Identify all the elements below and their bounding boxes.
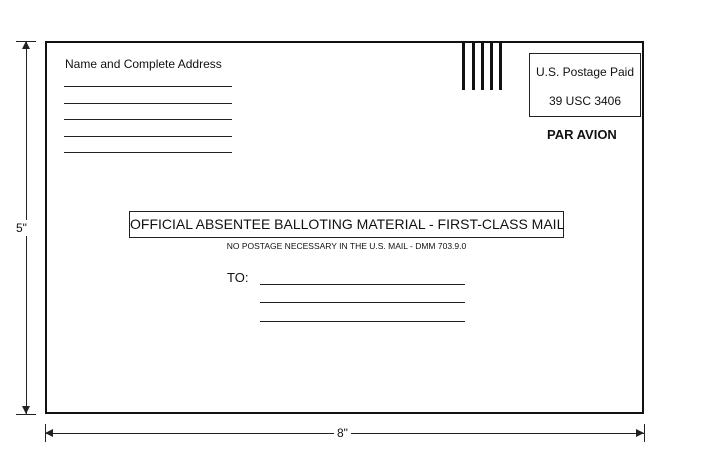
- arrow-right-icon: [636, 429, 644, 437]
- return-address-line: [64, 119, 232, 120]
- return-address-line: [64, 86, 232, 87]
- facing-mark-bar: [481, 42, 484, 90]
- height-dimension-tick: [16, 414, 36, 415]
- postage-statute-text: 39 USC 3406: [548, 94, 622, 108]
- official-balloting-banner: OFFICIAL ABSENTEE BALLOTING MATERIAL - FIRST-CLASS MAIL: [129, 211, 564, 238]
- return-address-line: [64, 152, 232, 153]
- postage-paid-text: U.S. Postage Paid: [535, 65, 635, 79]
- return-address-line: [64, 103, 232, 104]
- facing-mark-bar: [472, 42, 475, 90]
- width-dimension-label: 8": [334, 426, 351, 440]
- postage-indicia-box: [529, 53, 641, 117]
- height-dimension-label: 5": [16, 221, 27, 235]
- arrow-down-icon: [22, 406, 30, 414]
- facing-mark-bar: [490, 42, 493, 90]
- recipient-address-line: [260, 302, 465, 303]
- return-address-line: [64, 136, 232, 137]
- arrow-left-icon: [45, 429, 53, 437]
- arrow-up-icon: [22, 41, 30, 49]
- facing-mark-bar: [499, 42, 502, 90]
- return-address-label: Name and Complete Address: [65, 57, 222, 71]
- no-postage-note: NO POSTAGE NECESSARY IN THE U.S. MAIL - DMM 703.9.0: [226, 241, 467, 251]
- to-label: TO:: [227, 270, 249, 285]
- width-dimension-tick: [644, 424, 645, 442]
- recipient-address-line: [260, 321, 465, 322]
- recipient-address-line: [260, 284, 465, 285]
- facing-mark-bar: [462, 42, 465, 90]
- par-avion-label: PAR AVION: [547, 127, 617, 142]
